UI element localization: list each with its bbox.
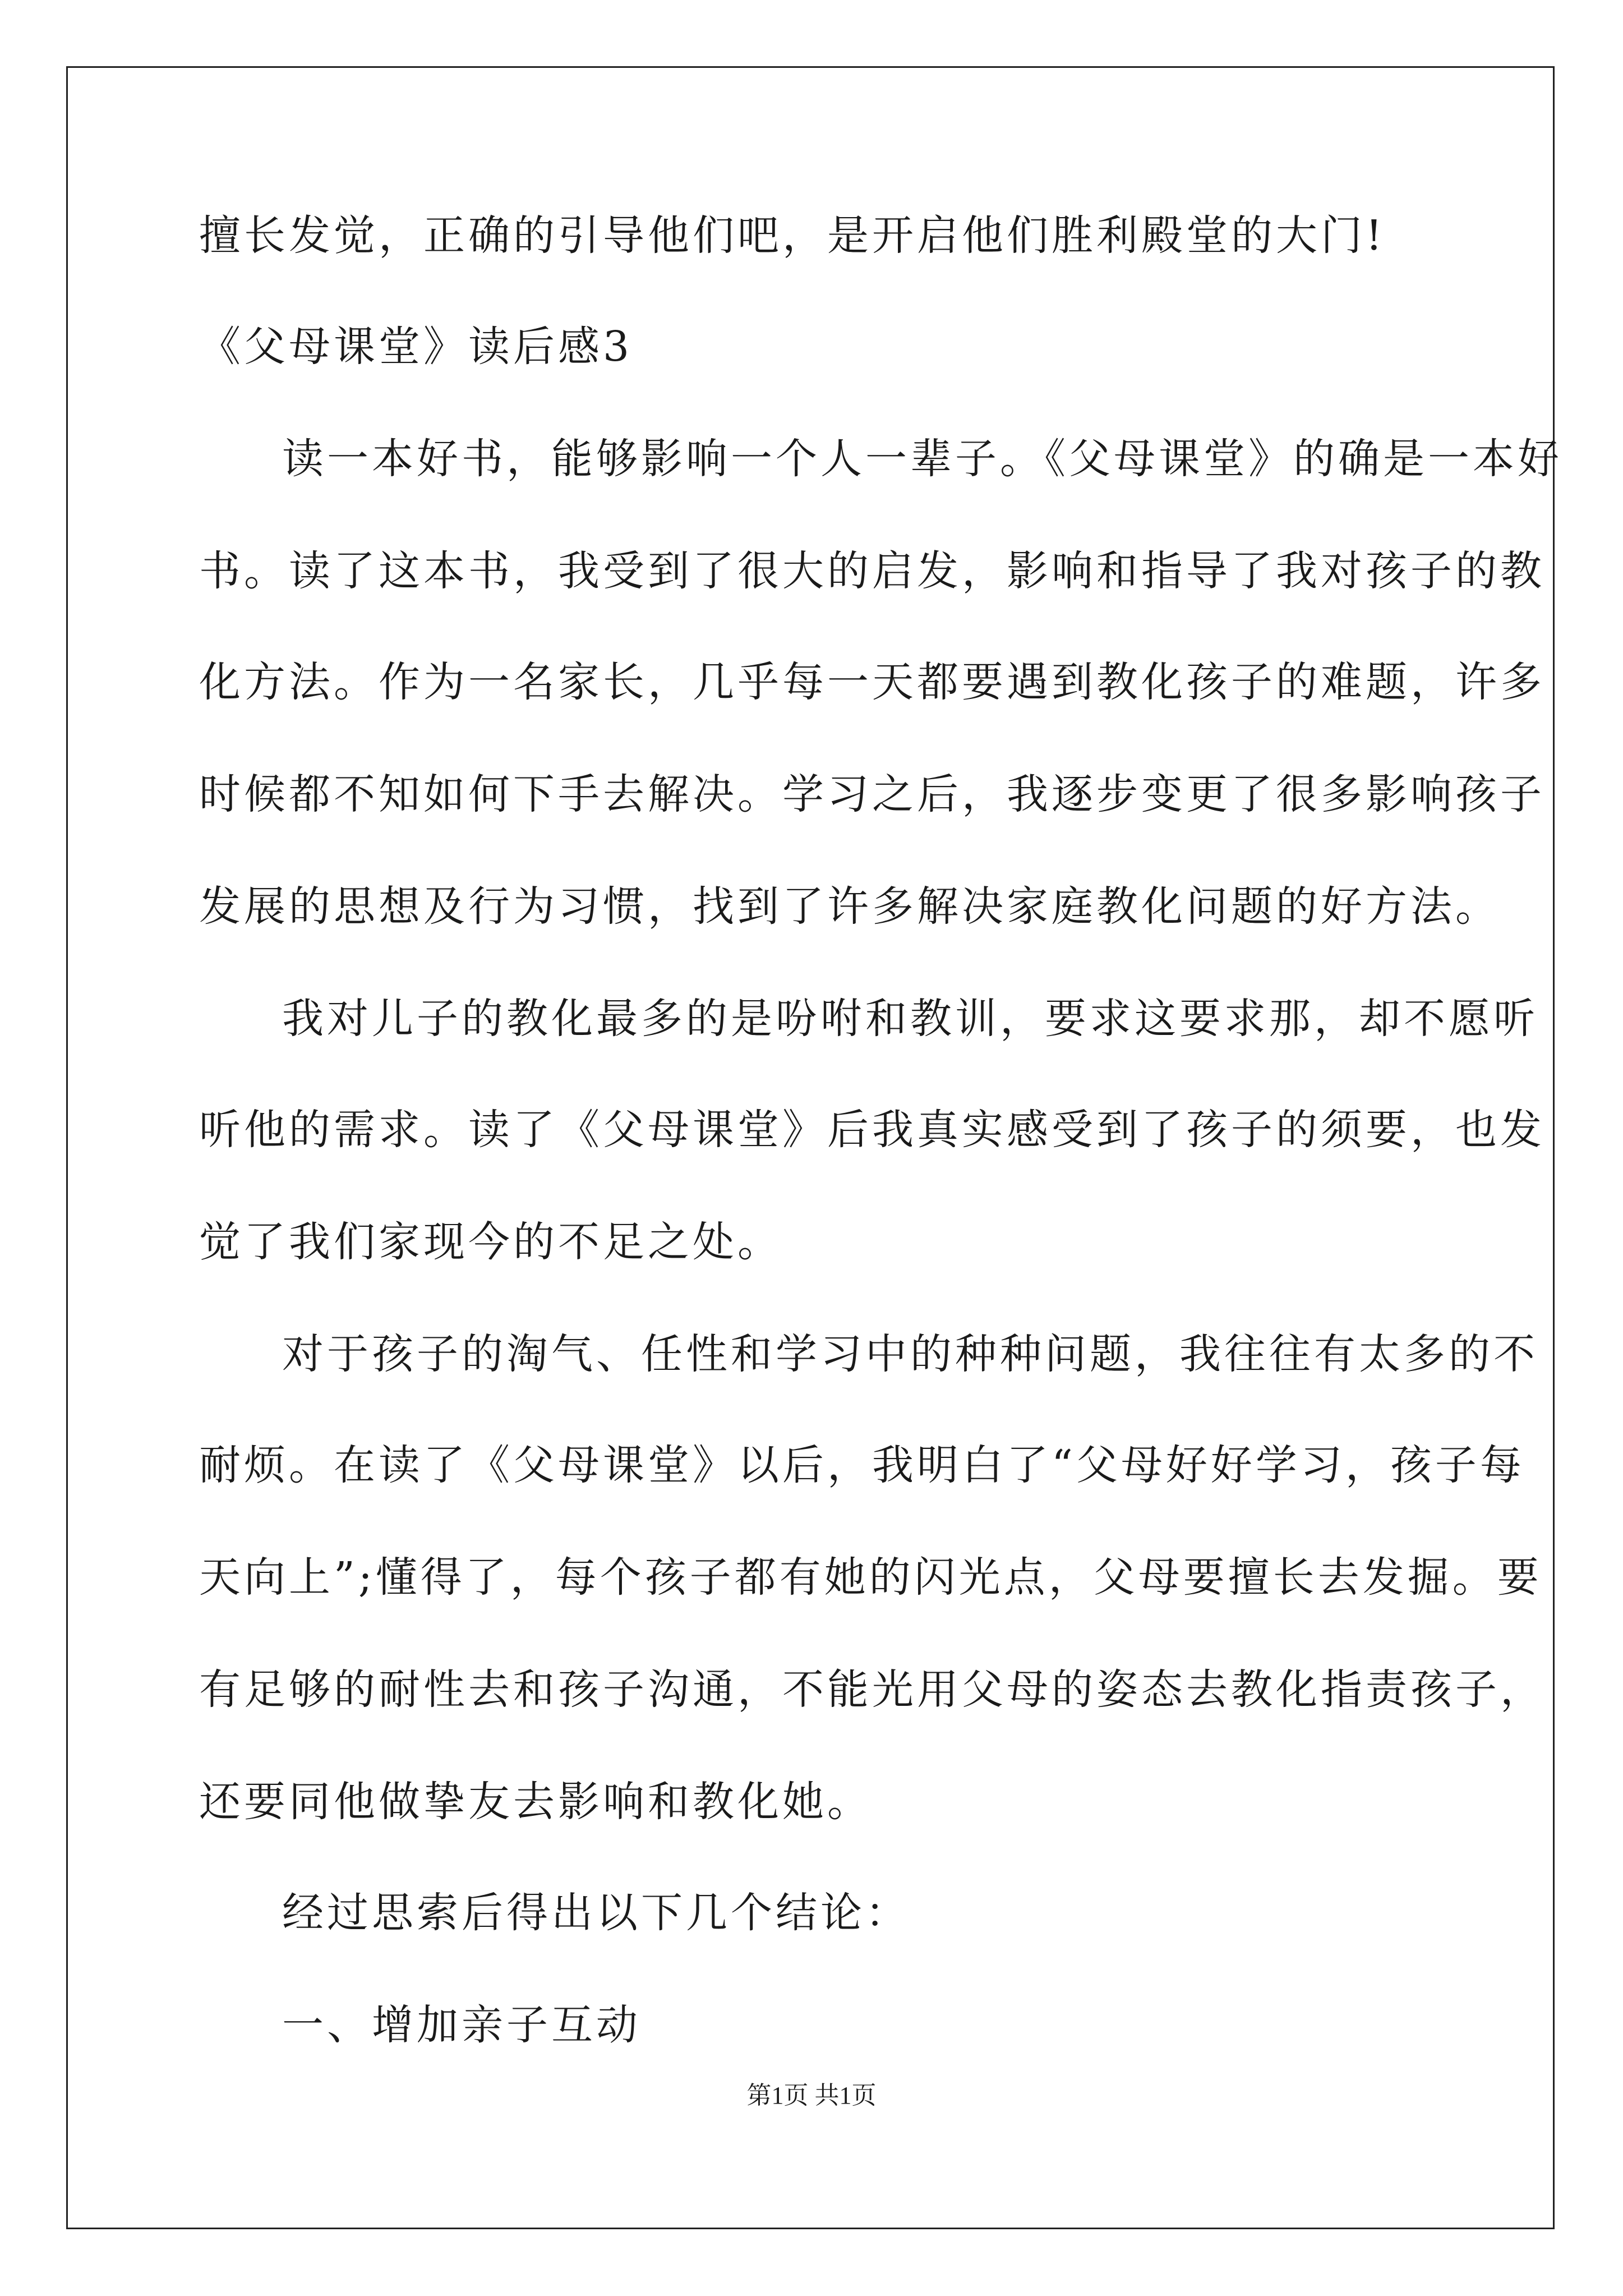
text-line: 发展的思想及行为习惯，找到了许多解决家庭教化问题的好方法。 xyxy=(199,882,1500,931)
text-line: 读一本好书，能够影响一个人一辈子。《父母课堂》的确是一本好 xyxy=(282,435,1562,483)
text-line: 化方法。作为一名家长，几乎每一天都要遇到教化孩子的难题，许多 xyxy=(199,658,1545,706)
list-heading: 一、增加亲子互动 xyxy=(282,2001,641,2049)
page-footer: 第1页 共1页 xyxy=(746,2082,877,2109)
text-line: 有足够的耐性去和孩子沟通，不能光用父母的姿态去教化指责孩子， xyxy=(199,1665,1545,1714)
text-line: 听他的需求。读了《父母课堂》后我真实感受到了孩子的须要，也发 xyxy=(199,1106,1545,1154)
text-line: 我对儿子的教化最多的是吩咐和教训，要求这要求那，却不愿听 xyxy=(282,995,1538,1043)
text-line: 对于孩子的淘气、任性和学习中的种种问题，我往往有太多的不 xyxy=(282,1330,1538,1378)
section-heading: 《父母课堂》读后感3 xyxy=(199,323,633,371)
text-line: 耐烦。在读了《父母课堂》以后，我明白了“父母好好学习，孩子每 xyxy=(199,1441,1525,1489)
text-line: 擅长发觉，正确的引导他们吧，是开启他们胜利殿堂的大门! xyxy=(199,211,1386,260)
text-line: 书。读了这本书，我受到了很大的启发，影响和指导了我对孩子的教 xyxy=(199,547,1545,595)
text-line: 觉了我们家现今的不足之处。 xyxy=(199,1218,782,1266)
text-line: 时候都不知如何下手去解决。学习之后，我逐步变更了很多影响孩子 xyxy=(199,770,1545,818)
text-line: 经过思索后得出以下几个结论： xyxy=(282,1889,910,1937)
text-line: 天向上”;懂得了，每个孩子都有她的闪光点，父母要擅长去发掘。要 xyxy=(199,1553,1542,1602)
text-line: 还要同他做挚友去影响和教化她。 xyxy=(199,1778,872,1826)
